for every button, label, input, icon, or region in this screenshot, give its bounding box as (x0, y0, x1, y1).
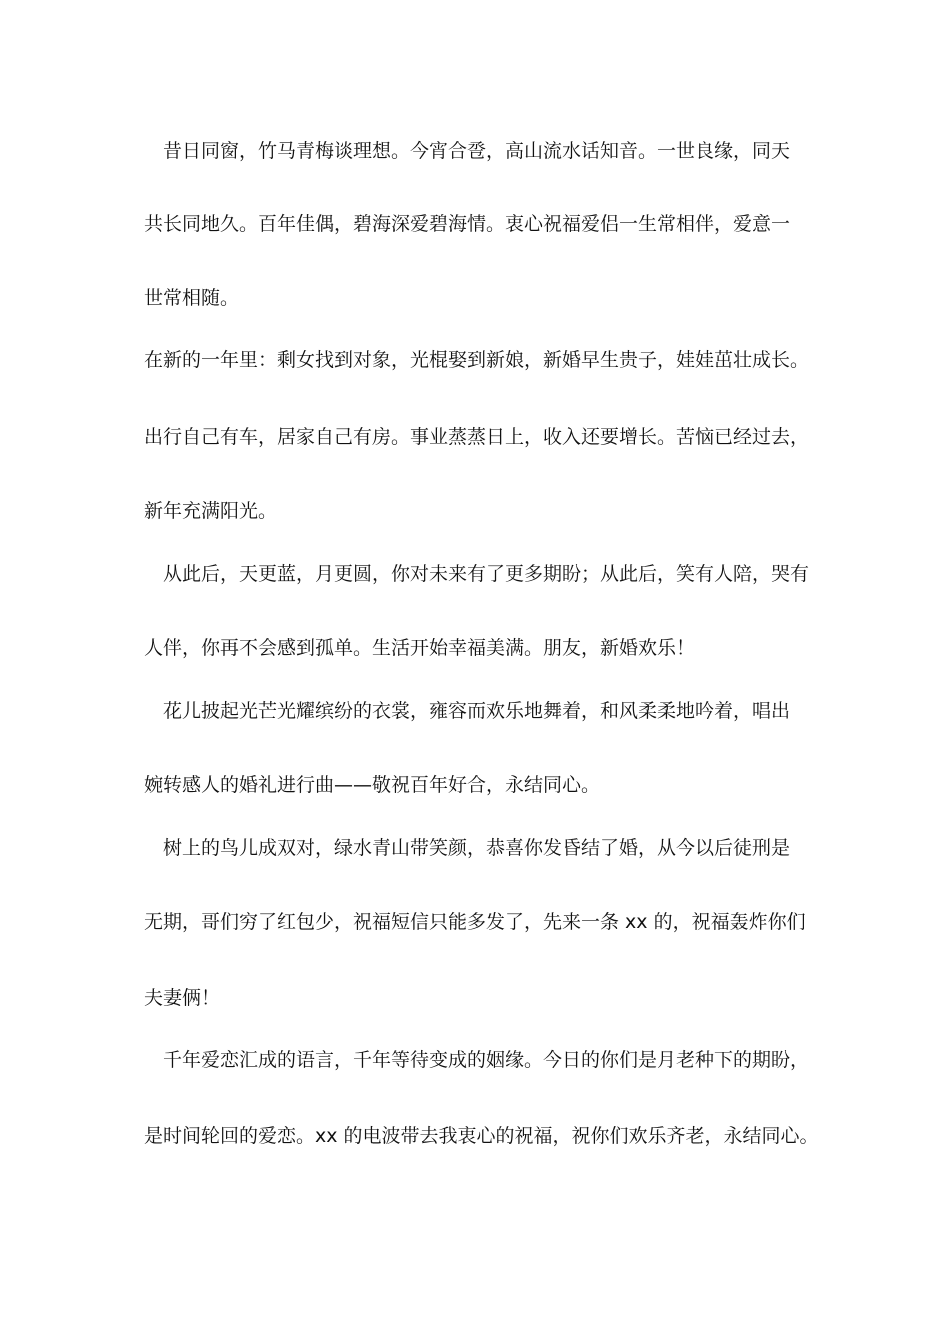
text-line: 新年充满阳光。 (144, 500, 278, 522)
text-line: 夫妻俩！ (144, 987, 221, 1009)
text-line: 无期，哥们穷了红包少，祝福短信只能多发了，先来一条 xx 的，祝福轰炸你们 (144, 911, 806, 933)
text-line: 人伴，你再不会感到孤单。生活开始幸福美满。朋友，新婚欢乐！ (144, 637, 696, 659)
text-line: 从此后，天更蓝，月更圆，你对未来有了更多期盼；从此后，笑有人陪，哭有 (144, 563, 810, 585)
text-line: 世常相随。 (144, 287, 240, 309)
text-line: 昔日同窗，竹马青梅谈理想。今宵合卺，高山流水话知音。一世良缘，同天 (144, 140, 791, 162)
text-line: 婉转感人的婚礼进行曲——敬祝百年好合，永结同心。 (144, 774, 601, 796)
text-line: 在新的一年里：剩女找到对象，光棍娶到新娘，新婚早生贵子，娃娃茁壮成长。 (144, 349, 810, 371)
text-line: 千年爱恋汇成的语言，千年等待变成的姻缘。今日的你们是月老种下的期盼， (144, 1049, 810, 1071)
text-line: 共长同地久。百年佳偶，碧海深爱碧海情。衷心祝福爱侣一生常相伴，爱意一 (144, 213, 791, 235)
text-line: 树上的鸟儿成双对，绿水青山带笑颜，恭喜你发昏结了婚，从今以后徒刑是 (144, 837, 791, 859)
text-line: 是时间轮回的爱恋。xx 的电波带去我衷心的祝福，祝你们欢乐齐老，永结同心。 (144, 1125, 819, 1147)
text-line: 花儿披起光芒光耀缤纷的衣裳，雍容而欢乐地舞着，和风柔柔地吟着，唱出 (144, 700, 791, 722)
text-line: 出行自己有车，居家自己有房。事业蒸蒸日上，收入还要增长。苦恼已经过去， (144, 426, 810, 448)
